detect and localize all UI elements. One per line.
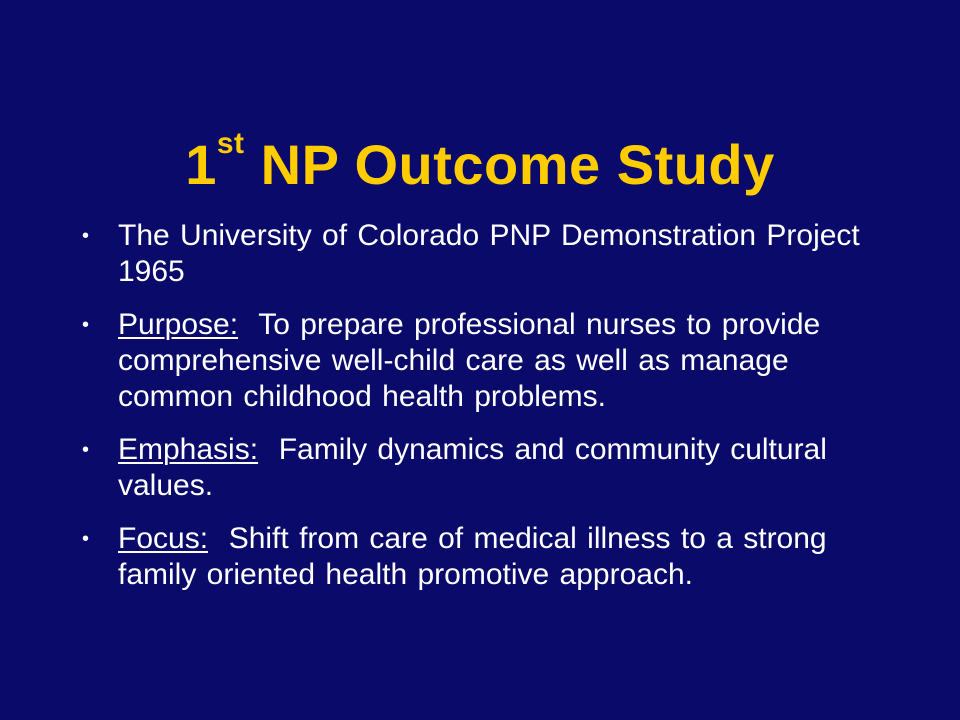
bullet-lead: Focus: (118, 522, 209, 555)
bullet-list (82, 218, 882, 610)
bullet-text: The University of Colorado PNP Demonstration Project 1965 (118, 219, 860, 288)
bullet-item (82, 432, 882, 504)
title-superscript: st (216, 126, 245, 160)
bullet-dot-icon: • (82, 528, 90, 550)
bullet-dot-icon: • (82, 225, 90, 247)
bullet-text: To prepare professional nurses to provide comprehensive well-child care as well as manage common childhood health problems. (118, 308, 831, 413)
bullet-lead: Emphasis: (118, 433, 259, 466)
title-number: 1 (185, 132, 217, 196)
title-text: NP Outcome Study (244, 132, 775, 196)
bullet-item (82, 307, 882, 415)
bullet-text: Family dynamics and community cultural values. (118, 433, 838, 502)
bullet-text: Shift from care of medical illness to a strong family oriented health promotive approach. (118, 522, 837, 591)
bullet-dot-icon: • (82, 314, 90, 336)
bullet-item (82, 218, 882, 290)
slide-title (0, 126, 960, 200)
bullet-lead: Purpose: (118, 308, 239, 341)
bullet-item (82, 521, 882, 593)
bullet-dot-icon: • (82, 439, 90, 461)
